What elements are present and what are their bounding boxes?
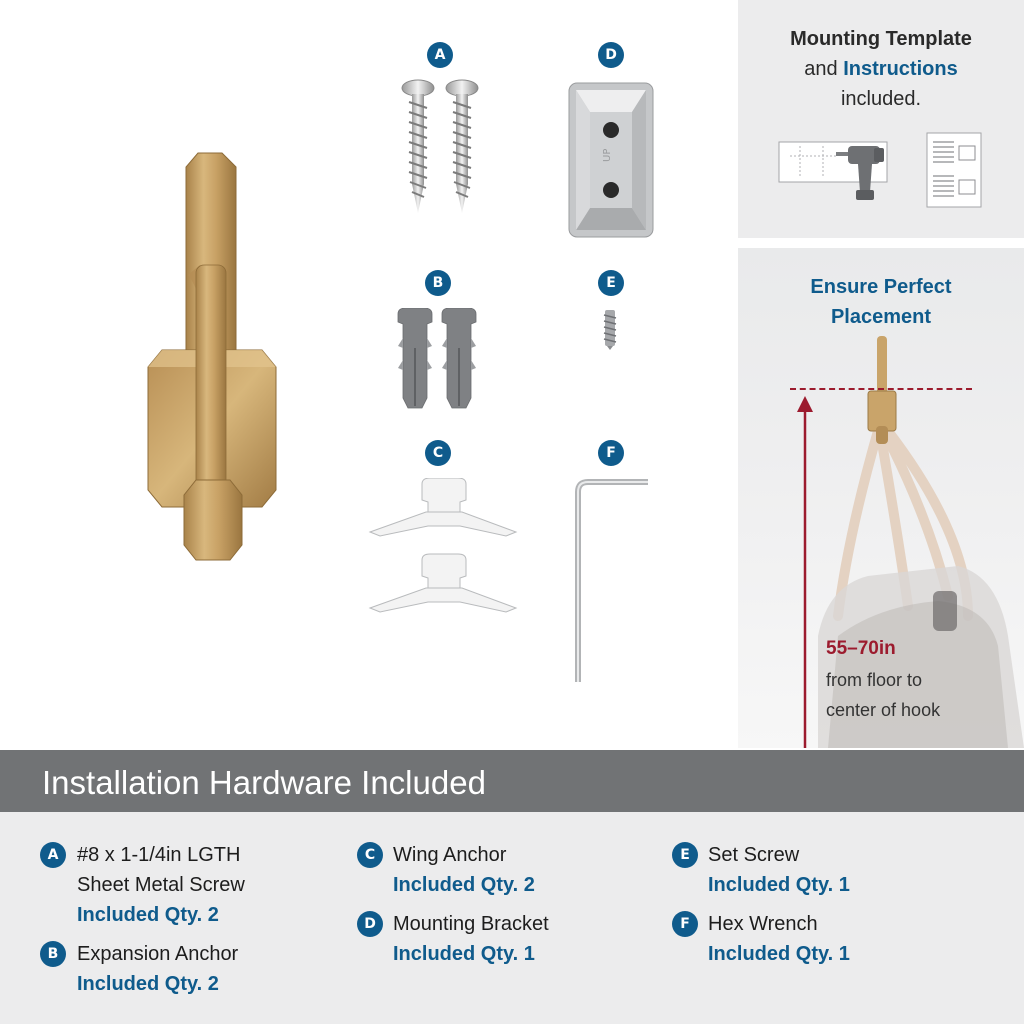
part-c-name: Wing Anchor <box>393 844 507 866</box>
placement-title-line2: Placement <box>830 306 932 328</box>
list-badge-d: D <box>357 911 383 937</box>
part-d-qty: Included Qty. 1 <box>393 943 535 965</box>
template-and-text: and <box>804 58 838 80</box>
badge-e: E <box>598 270 624 296</box>
hardware-list <box>0 812 1024 1024</box>
list-badge-f: F <box>672 911 698 937</box>
list-badge-c: C <box>357 842 383 868</box>
instructions-sheet-icon <box>926 132 982 208</box>
part-d-name: Mounting Bracket <box>393 913 549 935</box>
height-arrow <box>794 394 816 748</box>
template-title: Mounting Template <box>790 28 972 50</box>
placement-panel <box>738 248 1024 748</box>
badge-a: A <box>427 42 453 68</box>
badge-c: C <box>425 440 451 466</box>
bracket-up-label: UP <box>602 148 613 162</box>
badge-d: D <box>598 42 624 68</box>
part-b-name: Expansion Anchor <box>77 943 239 965</box>
set-screw-image <box>603 310 617 350</box>
badge-b: B <box>425 270 451 296</box>
expansion-anchor-image <box>396 308 488 412</box>
template-subtitle <box>738 58 1024 81</box>
template-instructions-text: Instructions <box>843 58 958 80</box>
height-range-desc-line1: from floor to <box>826 670 923 690</box>
part-e-qty: Included Qty. 1 <box>708 874 850 896</box>
mounting-template-panel <box>738 0 1024 238</box>
part-c-qty: Included Qty. 2 <box>393 874 535 896</box>
height-range-desc-line2: center of hook <box>826 700 941 720</box>
list-badge-e: E <box>672 842 698 868</box>
part-f-name: Hex Wrench <box>708 913 818 935</box>
height-range-value: 55–70in <box>826 638 896 659</box>
banner-title: Installation Hardware Included <box>42 764 486 801</box>
part-e-name: Set Screw <box>708 844 800 866</box>
list-badge-b: B <box>40 941 66 967</box>
list-badge-a: A <box>40 842 66 868</box>
hex-wrench-image <box>574 478 650 684</box>
part-a-name-line2: Sheet Metal Screw <box>77 874 245 896</box>
part-a-qty: Included Qty. 2 <box>77 904 219 926</box>
badge-f: F <box>598 440 624 466</box>
placement-title-line1: Ensure Perfect <box>810 276 952 298</box>
mounting-bracket-image <box>568 82 654 238</box>
sheet-metal-screw-image <box>398 78 488 223</box>
part-a-name-line1: #8 x 1-1/4in LGTH <box>77 844 241 866</box>
hook-product-image <box>140 145 285 565</box>
hardware-banner <box>0 750 1024 812</box>
hook-center-dashed-line <box>790 388 972 390</box>
part-f-qty: Included Qty. 1 <box>708 943 850 965</box>
wing-anchor-image <box>366 478 520 614</box>
part-b-qty: Included Qty. 2 <box>77 973 219 995</box>
mounting-template-icon <box>778 138 890 204</box>
template-included-text: included. <box>840 88 922 110</box>
